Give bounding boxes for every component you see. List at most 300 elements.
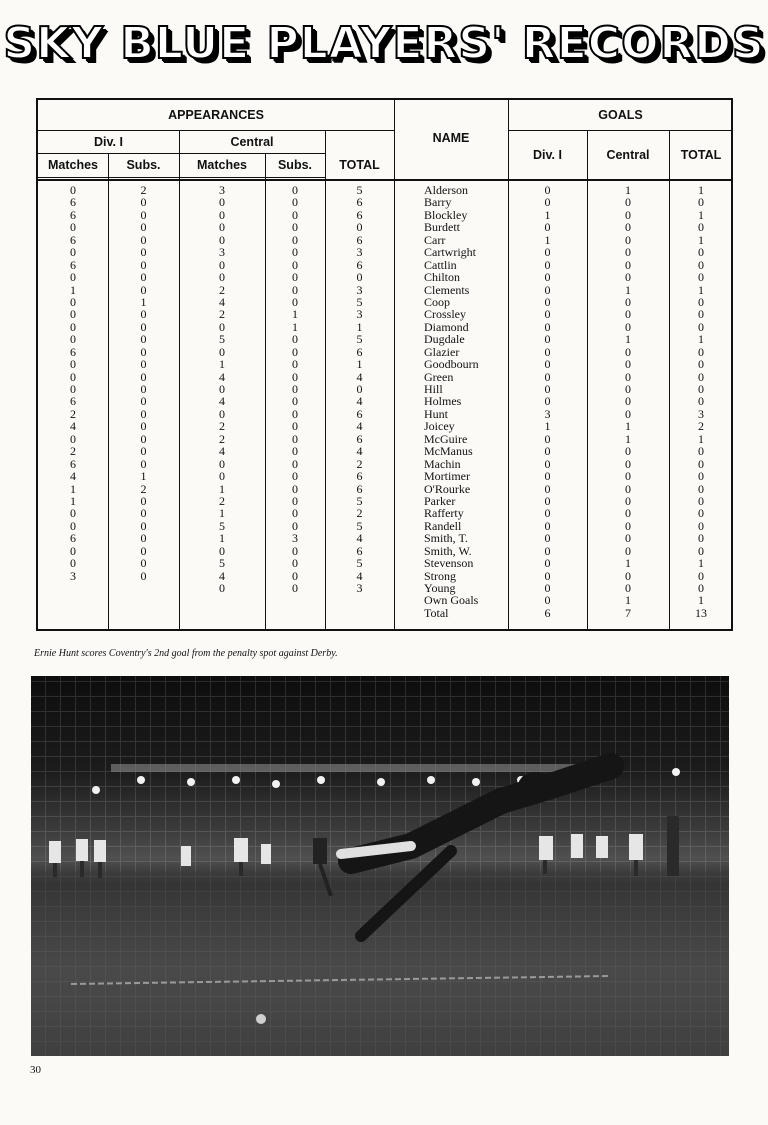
table-cell: 0: [292, 195, 298, 210]
table-cell: Joicey: [424, 419, 455, 434]
table-cell: 0: [70, 556, 76, 571]
table-cell: 0: [140, 344, 147, 359]
table-cell: 2: [219, 282, 225, 297]
table-cell: 0: [292, 469, 298, 484]
table-cell: 5: [219, 556, 225, 571]
table-cell: 0: [625, 307, 631, 322]
table-cell: 0: [544, 270, 551, 285]
table-cell: 0: [698, 506, 704, 521]
table-cell: 1: [698, 593, 704, 608]
table-cell: 0: [140, 307, 147, 322]
table-cell: 1: [219, 506, 225, 521]
table-cell: 0: [625, 245, 631, 260]
table-cell: 0: [625, 543, 631, 558]
table-cell: 2: [70, 406, 76, 421]
table-cell: 2: [698, 419, 704, 434]
table-cell: 0: [625, 506, 631, 521]
table-cell: 0: [140, 543, 147, 558]
table-cell: 0: [292, 282, 298, 297]
table-cell: 0: [140, 419, 147, 434]
table-cell: 0: [698, 543, 704, 558]
table-cell: 3: [356, 307, 363, 322]
match-photo: [31, 676, 729, 1056]
table-cell: 5: [356, 518, 363, 533]
table-cell: 4: [219, 444, 225, 459]
table-cell: 4: [219, 394, 225, 409]
central-matches-header: Matches: [196, 158, 248, 172]
table-cell: 0: [70, 183, 76, 197]
table-cell: 0: [140, 568, 147, 583]
table-cell: [108, 582, 179, 594]
col-goals-div1: [508, 184, 587, 619]
table-cell: 4: [70, 469, 76, 484]
table-cell: 5: [356, 183, 363, 197]
table-cell: 0: [70, 431, 76, 446]
table-cell: 0: [625, 406, 631, 421]
col-central-subs: [265, 184, 325, 619]
table-cell: 4: [356, 531, 363, 546]
table-cell: 1: [544, 207, 551, 222]
table-cell: 0: [70, 518, 76, 533]
table-cell: Burdett: [424, 220, 460, 235]
table-cell: 6: [70, 232, 76, 247]
table-cell: 6: [356, 195, 363, 210]
table-cell: 6: [356, 232, 363, 247]
table-cell: 1: [698, 332, 704, 347]
table-cell: 0: [292, 518, 298, 533]
table-cell: 0: [70, 245, 76, 260]
table-cell: 0: [544, 518, 551, 533]
table-cell: Own Goals: [424, 593, 479, 608]
table-cell: [179, 607, 265, 619]
records-table: [36, 98, 733, 631]
table-cell: 0: [140, 207, 147, 222]
table-cell: 0: [625, 518, 631, 533]
table-cell: 5: [356, 556, 363, 571]
table-cell: 1: [292, 307, 298, 322]
table-cell: 1: [219, 357, 225, 372]
table-cell: 0: [625, 257, 631, 272]
table-cell: 0: [292, 382, 298, 396]
table-cell: 0: [292, 232, 298, 247]
table-cell: 0: [140, 506, 147, 521]
table-cell: O'Rourke: [424, 481, 471, 496]
table-cell: 0: [698, 270, 704, 285]
table-cell: 6: [70, 207, 76, 222]
table-cell: 0: [698, 369, 704, 384]
table-cell: 0: [292, 183, 298, 197]
table-cell: 0: [698, 382, 704, 396]
table-cell: 0: [544, 493, 551, 508]
table-cell: 0: [292, 444, 298, 459]
table-cell: 0: [698, 307, 704, 322]
table-cell: [179, 594, 265, 606]
table-cell: 0: [219, 195, 225, 210]
table-cell: 0: [140, 332, 147, 347]
photo-caption: Ernie Hunt scores Coventry's 2nd goal from the penalty spot against Derby.: [34, 648, 338, 659]
table-cell: 0: [140, 556, 147, 571]
table-cell: 0: [698, 245, 704, 260]
table-cell: [38, 582, 108, 594]
table-cell: 0: [625, 568, 631, 583]
table-cell: 0: [698, 294, 704, 309]
table-cell: 0: [625, 195, 631, 210]
table-cell: 0: [544, 357, 551, 372]
table-cell: 0: [70, 543, 76, 558]
table-cell: 0: [625, 456, 631, 471]
col-goals-central: [587, 184, 669, 619]
table-cell: 0: [356, 382, 363, 396]
table-cell: 0: [625, 369, 631, 384]
table-cell: 2: [356, 456, 363, 471]
table-cell: 6: [70, 344, 76, 359]
table-cell: 0: [70, 270, 76, 285]
table-cell: 0: [292, 332, 298, 347]
table-cell: 0: [625, 207, 631, 222]
table-cell: 0: [544, 382, 551, 396]
table-cell: 0: [544, 469, 551, 484]
table-cell: 0: [292, 406, 298, 421]
table-cell: 2: [140, 183, 147, 197]
col-central-matches: [179, 184, 265, 619]
table-cell: 2: [219, 431, 225, 446]
table-cell: 2: [219, 493, 225, 508]
table-cell: 0: [698, 444, 704, 459]
table-cell: 0: [292, 257, 298, 272]
table-cell: 1: [140, 469, 147, 484]
table-cell: 0: [698, 357, 704, 372]
table-cell: Goodbourn: [424, 357, 479, 372]
table-cell: Clements: [424, 282, 470, 297]
table-cell: 1: [625, 183, 631, 197]
table-cell: 4: [219, 294, 225, 309]
table-cell: 0: [698, 394, 704, 409]
table-cell: 3: [356, 245, 363, 260]
table-cell: 0: [544, 543, 551, 558]
table-cell: Green: [424, 369, 454, 384]
table-cell: Barry: [424, 195, 452, 210]
table-cell: 13: [695, 605, 707, 620]
table-cell: McManus: [424, 444, 473, 459]
table-cell: 0: [544, 245, 551, 260]
table-cell: 0: [698, 469, 704, 484]
table-cell: McGuire: [424, 431, 468, 446]
table-cell: 6: [70, 394, 76, 409]
table-cell: 0: [625, 344, 631, 359]
table-cell: 4: [356, 444, 363, 459]
table-cell: 0: [544, 369, 551, 384]
table-cell: 0: [625, 581, 631, 595]
table-cell: 6: [356, 431, 363, 446]
table-cell: 0: [70, 307, 76, 322]
table-cell: 0: [219, 456, 225, 471]
table-cell: 0: [140, 406, 147, 421]
table-cell: Blockley: [424, 207, 468, 222]
table-cell: 0: [625, 220, 631, 235]
table-cell: 0: [140, 270, 147, 285]
table-cell: Strong: [424, 568, 457, 583]
table-cell: 0: [625, 382, 631, 396]
table-cell: 0: [698, 319, 704, 334]
appearances-header: APPEARANCES: [168, 108, 264, 122]
table-cell: 6: [356, 469, 363, 484]
table-cell: Dugdale: [424, 332, 465, 347]
table-cell: 0: [544, 332, 551, 347]
penalty-scene: [31, 676, 729, 1056]
table-cell: 4: [70, 419, 76, 434]
table-cell: 3: [698, 406, 704, 421]
table-cell: 6: [544, 605, 551, 620]
table-cell: 0: [698, 481, 704, 496]
table-cell: 0: [544, 506, 551, 521]
table-cell: 0: [625, 444, 631, 459]
table-cell: 0: [140, 319, 147, 334]
table-cell: 0: [70, 294, 76, 309]
table-cell: Diamond: [424, 319, 469, 334]
div1-matches-header: Matches: [47, 158, 99, 172]
table-cell: Smith, W.: [424, 543, 472, 558]
table-cell: 6: [70, 456, 76, 471]
table-cell: 3: [356, 581, 363, 595]
div1-header: Div. I: [94, 134, 123, 149]
table-cell: 0: [219, 257, 225, 272]
table-cell: Cartwright: [424, 245, 476, 260]
table-cell: 0: [292, 556, 298, 571]
table-cell: 0: [625, 493, 631, 508]
table-cell: 0: [698, 531, 704, 546]
table-cell: 0: [140, 382, 147, 396]
table-cell: 3: [219, 245, 225, 260]
table-cell: [265, 594, 325, 606]
table-cell: 0: [356, 270, 363, 285]
table-cell: 6: [356, 207, 363, 222]
table-cell: 3: [70, 568, 76, 583]
table-cell: 4: [356, 394, 363, 409]
table-cell: 0: [140, 456, 147, 471]
table-cell: 1: [625, 593, 631, 608]
table-cell: 0: [625, 294, 631, 309]
table-cell: 0: [292, 419, 298, 434]
table-cell: 1: [625, 282, 631, 297]
table-cell: 1: [70, 282, 76, 297]
table-cell: Glazier: [424, 344, 460, 359]
table-cell: 6: [70, 195, 76, 210]
table-cell: 0: [292, 431, 298, 446]
table-cell: 6: [356, 406, 363, 421]
goals-header: GOALS: [598, 108, 643, 122]
table-cell: 1: [625, 419, 631, 434]
table-cell: 5: [356, 332, 363, 347]
table-cell: 0: [544, 481, 551, 496]
table-cell: 1: [544, 232, 551, 247]
table-cell: 1: [356, 319, 363, 334]
table-cell: 0: [140, 531, 147, 546]
table-cell: Hill: [424, 382, 443, 396]
table-cell: 4: [219, 568, 225, 583]
table-cell: Crossley: [424, 307, 466, 322]
table-cell: 0: [140, 518, 147, 533]
table-cell: 0: [544, 220, 551, 235]
table-cell: 0: [219, 581, 225, 595]
table-cell: [325, 594, 394, 606]
table-cell: 0: [140, 369, 147, 384]
table-cell: 0: [292, 245, 298, 260]
table-cell: 0: [544, 294, 551, 309]
table-cell: 6: [356, 543, 363, 558]
table-cell: 0: [70, 382, 76, 396]
table-cell: 0: [698, 195, 704, 210]
table-cell: 4: [356, 419, 363, 434]
table-cell: 0: [70, 506, 76, 521]
table-cell: 0: [544, 581, 551, 595]
table-cell: 3: [544, 406, 551, 421]
table-cell: 1: [698, 207, 704, 222]
table-cell: 0: [544, 568, 551, 583]
page-number: 30: [30, 1064, 41, 1076]
table-cell: 0: [292, 506, 298, 521]
table-cell: 0: [219, 469, 225, 484]
table-cell: 3: [356, 282, 363, 297]
table-cell: 0: [140, 195, 147, 210]
table-cell: 0: [292, 481, 298, 496]
table-cell: 0: [140, 245, 147, 260]
table-cell: 4: [219, 369, 225, 384]
table-cell: 2: [70, 444, 76, 459]
table-cell: 2: [140, 481, 147, 496]
table-cell: 0: [292, 294, 298, 309]
table-cell: 0: [625, 357, 631, 372]
table-cell: 0: [140, 444, 147, 459]
table-cell: 0: [292, 357, 298, 372]
table-cell: Hunt: [424, 406, 448, 421]
table-cell: 0: [544, 394, 551, 409]
table-cell: 0: [70, 357, 76, 372]
table-cell: Randell: [424, 518, 462, 533]
table-cell: 0: [544, 444, 551, 459]
table-cell: 0: [625, 270, 631, 285]
table-cell: 0: [544, 282, 551, 297]
table-cell: 0: [292, 207, 298, 222]
col-goals-total: [669, 184, 733, 619]
table-cell: 7: [625, 605, 631, 620]
table-cell: 5: [356, 294, 363, 309]
table-cell: 0: [625, 469, 631, 484]
table-cell: 0: [356, 220, 363, 235]
table-cell: 0: [70, 319, 76, 334]
page-title: SKY BLUE PLAYERS' RECORDS: [3, 18, 765, 69]
table-cell: 0: [140, 232, 147, 247]
table-cell: 1: [70, 493, 76, 508]
table-cell: 0: [544, 556, 551, 571]
central-header: Central: [230, 134, 274, 149]
table-cell: 6: [70, 531, 76, 546]
table-cell: 0: [698, 581, 704, 595]
table-cell: 0: [625, 319, 631, 334]
table-cell: 0: [544, 593, 551, 608]
table-cell: [265, 607, 325, 619]
table-cell: 0: [219, 232, 225, 247]
table-cell: 0: [625, 394, 631, 409]
col-appearances-total: [325, 184, 394, 619]
table-cell: 0: [140, 282, 147, 297]
table-cell: 0: [544, 195, 551, 210]
table-cell: 0: [219, 543, 225, 558]
table-cell: 0: [219, 207, 225, 222]
table-cell: Rafferty: [424, 506, 464, 521]
table-cell: 0: [544, 319, 551, 334]
table-cell: 1: [356, 357, 363, 372]
table-cell: 0: [140, 493, 147, 508]
table-cell: 0: [292, 456, 298, 471]
table-cell: 0: [698, 344, 704, 359]
goals-total-header: TOTAL: [680, 147, 722, 162]
table-cell: 0: [219, 406, 225, 421]
table-cell: 0: [544, 344, 551, 359]
table-cell: [108, 594, 179, 606]
appearances-total-header: TOTAL: [339, 157, 380, 172]
table-cell: 0: [698, 220, 704, 235]
table-cell: 0: [292, 394, 298, 409]
table-cell: 0: [140, 257, 147, 272]
table-cell: Stevenson: [424, 556, 474, 571]
table-cell: 1: [698, 232, 704, 247]
table-cell: 0: [70, 332, 76, 347]
table-cell: 0: [698, 568, 704, 583]
table-cell: 0: [544, 257, 551, 272]
table-cell: 0: [140, 431, 147, 446]
table-cell: 0: [698, 257, 704, 272]
table-cell: 0: [140, 394, 147, 409]
table-cell: 1: [219, 481, 225, 496]
table-cell: 0: [70, 220, 76, 235]
name-header: NAME: [432, 130, 470, 145]
table-cell: 1: [292, 319, 298, 334]
table-cell: Coop: [424, 294, 451, 309]
table-cell: 5: [219, 332, 225, 347]
col-div1-subs: [108, 184, 179, 607]
col-div1-matches: [38, 184, 108, 607]
table-cell: 0: [219, 319, 225, 334]
table-cell: 5: [219, 518, 225, 533]
table-cell: 0: [292, 543, 298, 558]
table-cell: 3: [219, 183, 225, 197]
col-names: [424, 184, 508, 619]
table-cell: 4: [356, 568, 363, 583]
table-cell: 0: [625, 531, 631, 546]
table-cell: Mortimer: [424, 469, 470, 484]
table-cell: 6: [70, 257, 76, 272]
table-cell: 0: [292, 369, 298, 384]
table-cell: 1: [625, 556, 631, 571]
table-cell: 1: [219, 531, 225, 546]
table-cell: 4: [356, 369, 363, 384]
goals-div1-header: Div. I: [533, 147, 562, 162]
table-cell: 0: [219, 220, 225, 235]
table-cell: 0: [698, 456, 704, 471]
table-cell: 1: [698, 183, 704, 197]
table-cell: 6: [356, 481, 363, 496]
table-cell: 0: [544, 431, 551, 446]
table-cell: 0: [698, 518, 704, 533]
table-cell: Machin: [424, 456, 461, 471]
table-cell: Young: [424, 581, 456, 595]
table-cell: 1: [625, 332, 631, 347]
goals-central-header: Central: [606, 147, 650, 162]
table-cell: 0: [292, 493, 298, 508]
table-cell: 0: [292, 344, 298, 359]
table-cell: Alderson: [424, 183, 468, 197]
table-cell: 0: [625, 481, 631, 496]
